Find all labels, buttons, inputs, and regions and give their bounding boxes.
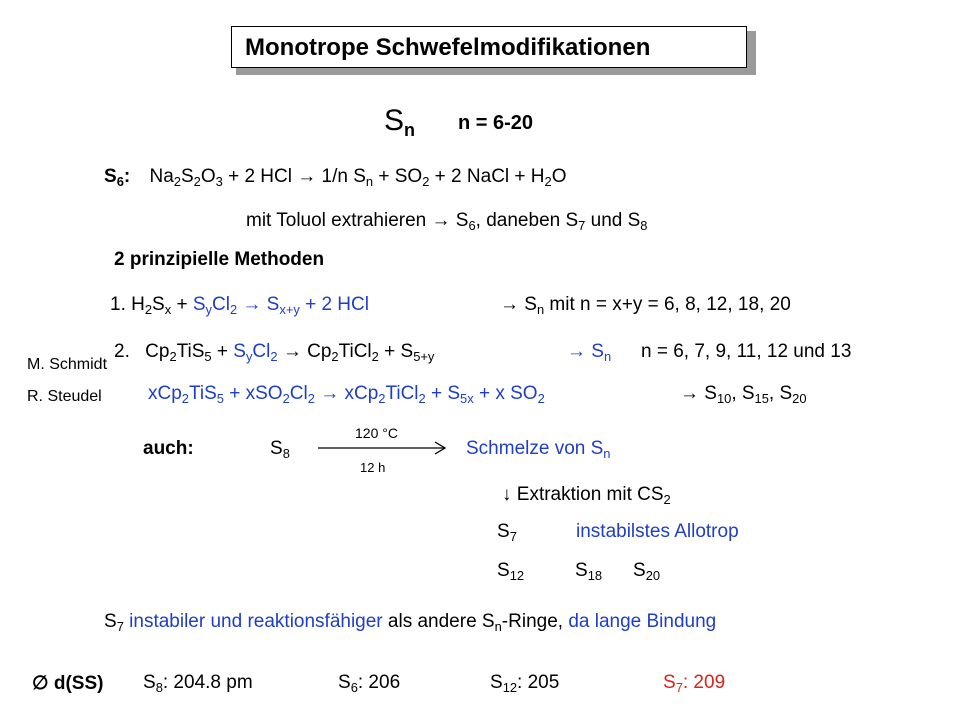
methods-heading: 2 prinzipielle Methoden [114,249,325,270]
time-label: 12 h [360,460,386,475]
s18-product: $S_{18}$ [575,560,603,584]
arrow-icon: → [282,341,302,362]
arrow-icon: → [242,294,262,315]
auch-label: auch: [143,438,194,459]
page-title: Monotrope Schwefelmodifikationen [231,26,747,68]
arrow-icon: → [431,210,451,231]
sn-heading: $S_n$ [384,104,416,140]
reaction-arrow [318,441,448,455]
extraction-line: ↓ Extraktion mit $CS_2$ [502,484,671,508]
arrow-icon: → [297,166,317,187]
bond-s12: $S_{12}$: 205 [490,672,560,696]
n-range: n = 6-20 [458,112,534,134]
bond-s8: $S_8$: 204.8 pm [143,672,253,696]
arrow-icon: → [567,341,586,362]
melt-label: Schmelze von $S_n$ [466,438,611,462]
long-arrow-icon [318,441,448,455]
method-2: 2. $Cp_2TiS_5 + S_yCl_2$ → $Cp_2TiCl_2 + S_{5+y}$ [114,341,435,365]
author-schmidt: M. Schmidt [27,356,108,373]
down-arrow-icon: ↓ [502,484,512,505]
s12-product: $S_{12}$ [497,560,525,584]
bond-s7: $S_7$: 209 [663,672,726,696]
arrow-icon: → [500,294,519,315]
method-2-arrow: → $S_n$ [567,341,612,365]
s8-reactant: $S_8$ [270,438,290,462]
toluol-line: mit Toluol extrahieren → $S_6$, daneben $S_7$ und $S_8$ [246,210,648,234]
arrow-icon: → [680,383,699,404]
method-1-result: → $S_n$ mit n = x+y = 6, 8, 12, 18, 20 [500,294,791,318]
method-2-result: n = 6, 7, 9, 11, 12 und 13 [641,341,852,362]
author-steudel: R. Steudel [27,388,102,405]
s7-product: $S_7$ [497,521,517,545]
s7-note: instabilstes Allotrop [576,521,739,542]
method-3: $xCp_2TiS_5 + xSO_2Cl_2$ → xCp$_2$TiCl$_2$ + $S_{5x} + x$ $SO_2$ [148,383,545,407]
temperature-label: 120 °C [355,425,398,441]
s7-statement: $S_7$ instabiler und reaktionsfähiger als andere $S_n$-Ringe, da lange Bindung [104,611,717,635]
bond-s6: $S_6$: 206 [338,672,401,696]
s20-product: $S_{20}$ [633,560,661,584]
diameter-icon: ∅ [32,673,49,694]
method-3-result: → $S_{10}$, $S_{15}$, $S_{20}$ [680,383,807,407]
s6-reaction: $S_6$: $Na_2S_2O_3 + 2$ HCl → 1/n $S_n + SO_2 + 2$ NaCl + $H_2O$ [104,166,567,190]
bond-length-label: ∅ d(SS) [32,673,104,694]
method-1: 1. $H_2S_x + S_yCl_2 \to S_{x+y} + 2$ HCl [110,294,369,318]
arrow-icon: → [320,383,340,404]
